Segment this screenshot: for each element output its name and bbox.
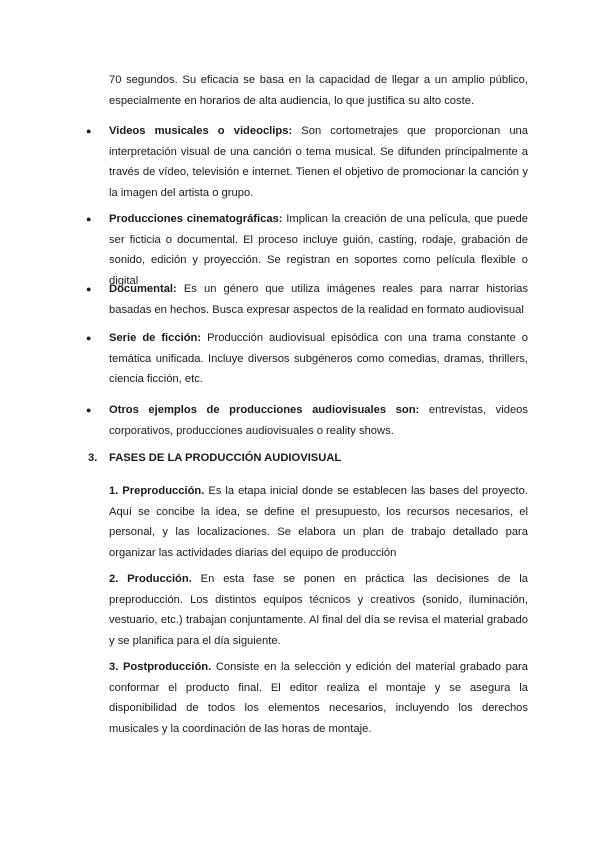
- phase-text: Consiste en la selección y edición del material grabado para conformar el producto final. El editor realiza el montaje y se asegura la disponibilidad de todos los elementos necesarios, incluyendo los derechos musicales y la coordinación de las horas de montaje.: [109, 661, 528, 735]
- bullet-text: entrevistas, videos corporativos, producciones audiovisuales o reality shows.: [109, 404, 528, 437]
- bullet-text: Son cortometrajes que proporcionan una interpretación visual de una canción o tema musical. Se difunden principalmente a través de vídeo, televisión e internet. Tienen el objetivo de promocionar la canción y la imagen del artista o grupo.: [109, 125, 528, 199]
- bullet-text: Implican la creación de una película, que puede ser ficticia o documental. El proceso incluye guión, casting, rodaje, grabación de sonido, edición y proyección. Se registran en soportes como película flexible o digital: [109, 213, 528, 287]
- bullet-term: Serie de ficción:: [109, 332, 202, 344]
- bullet-marker: ●: [86, 214, 92, 224]
- phase-title: 2. Producción.: [109, 573, 192, 585]
- bullet-term: Videos musicales o videoclips:: [109, 125, 293, 137]
- bullet-term: Otros ejemplos de producciones audiovisuales son:: [109, 404, 420, 416]
- bullet-marker: ●: [86, 284, 92, 294]
- phase-text: En esta fase se ponen en práctica las decisiones de la preproducción. Los distintos equipos técnicos y creativos (sonido, iluminación, vestuario, etc.) trabajan conjuntamente. Al final del día se revisa el material grabado y se planifica para el día siguiente.: [109, 573, 528, 647]
- bullet-marker: ●: [86, 126, 92, 136]
- bullet-documental: [109, 279, 528, 320]
- section-number: 3.: [88, 452, 98, 464]
- bullet-otros-ejemplos: [109, 400, 528, 441]
- bullet-videoclips: [109, 121, 528, 203]
- bullet-marker: ●: [86, 405, 92, 415]
- bullet-serie-ficcion: [109, 328, 528, 390]
- bullet-text: Producción audiovisual episódica con una trama constante o temática unificada. Incluye diversos subgéneros como comedias, dramas, thrillers, ciencia ficción, etc.: [109, 332, 529, 385]
- bullet-text: Es un género que utiliza imágenes reales para narrar historias basadas en hechos. Busca expresar aspectos de la realidad en formato audiovisual: [109, 283, 528, 316]
- bullet-marker: ●: [86, 333, 92, 343]
- phase-postproduccion: [109, 657, 528, 739]
- bullet-term: Producciones cinematográficas:: [109, 213, 283, 225]
- section-heading: [88, 448, 341, 469]
- phase-title: 1. Preproducción.: [109, 485, 205, 497]
- phase-title: 3. Postproducción.: [109, 661, 212, 673]
- bullet-term: Documental:: [109, 283, 177, 295]
- intro-paragraph: 70 segundos. Su eficacia se basa en la capacidad de llegar a un amplio público, especialmente en horarios de alta audiencia, lo que justifica su alto coste.: [109, 74, 528, 107]
- section-title: FASES DE LA PRODUCCIÓN AUDIOVISUAL: [109, 452, 342, 464]
- phase-preproduccion: [109, 481, 528, 563]
- phase-produccion: [109, 569, 528, 651]
- phase-text: Es la etapa inicial donde se establecen las bases del proyecto. Aquí se concibe la idea, se define el presupuesto, los recursos necesarios, el personal, y las localizaciones. Se elabora un plan de trabajo detallado para organizar las actividades diarias del equipo de producción: [109, 485, 528, 559]
